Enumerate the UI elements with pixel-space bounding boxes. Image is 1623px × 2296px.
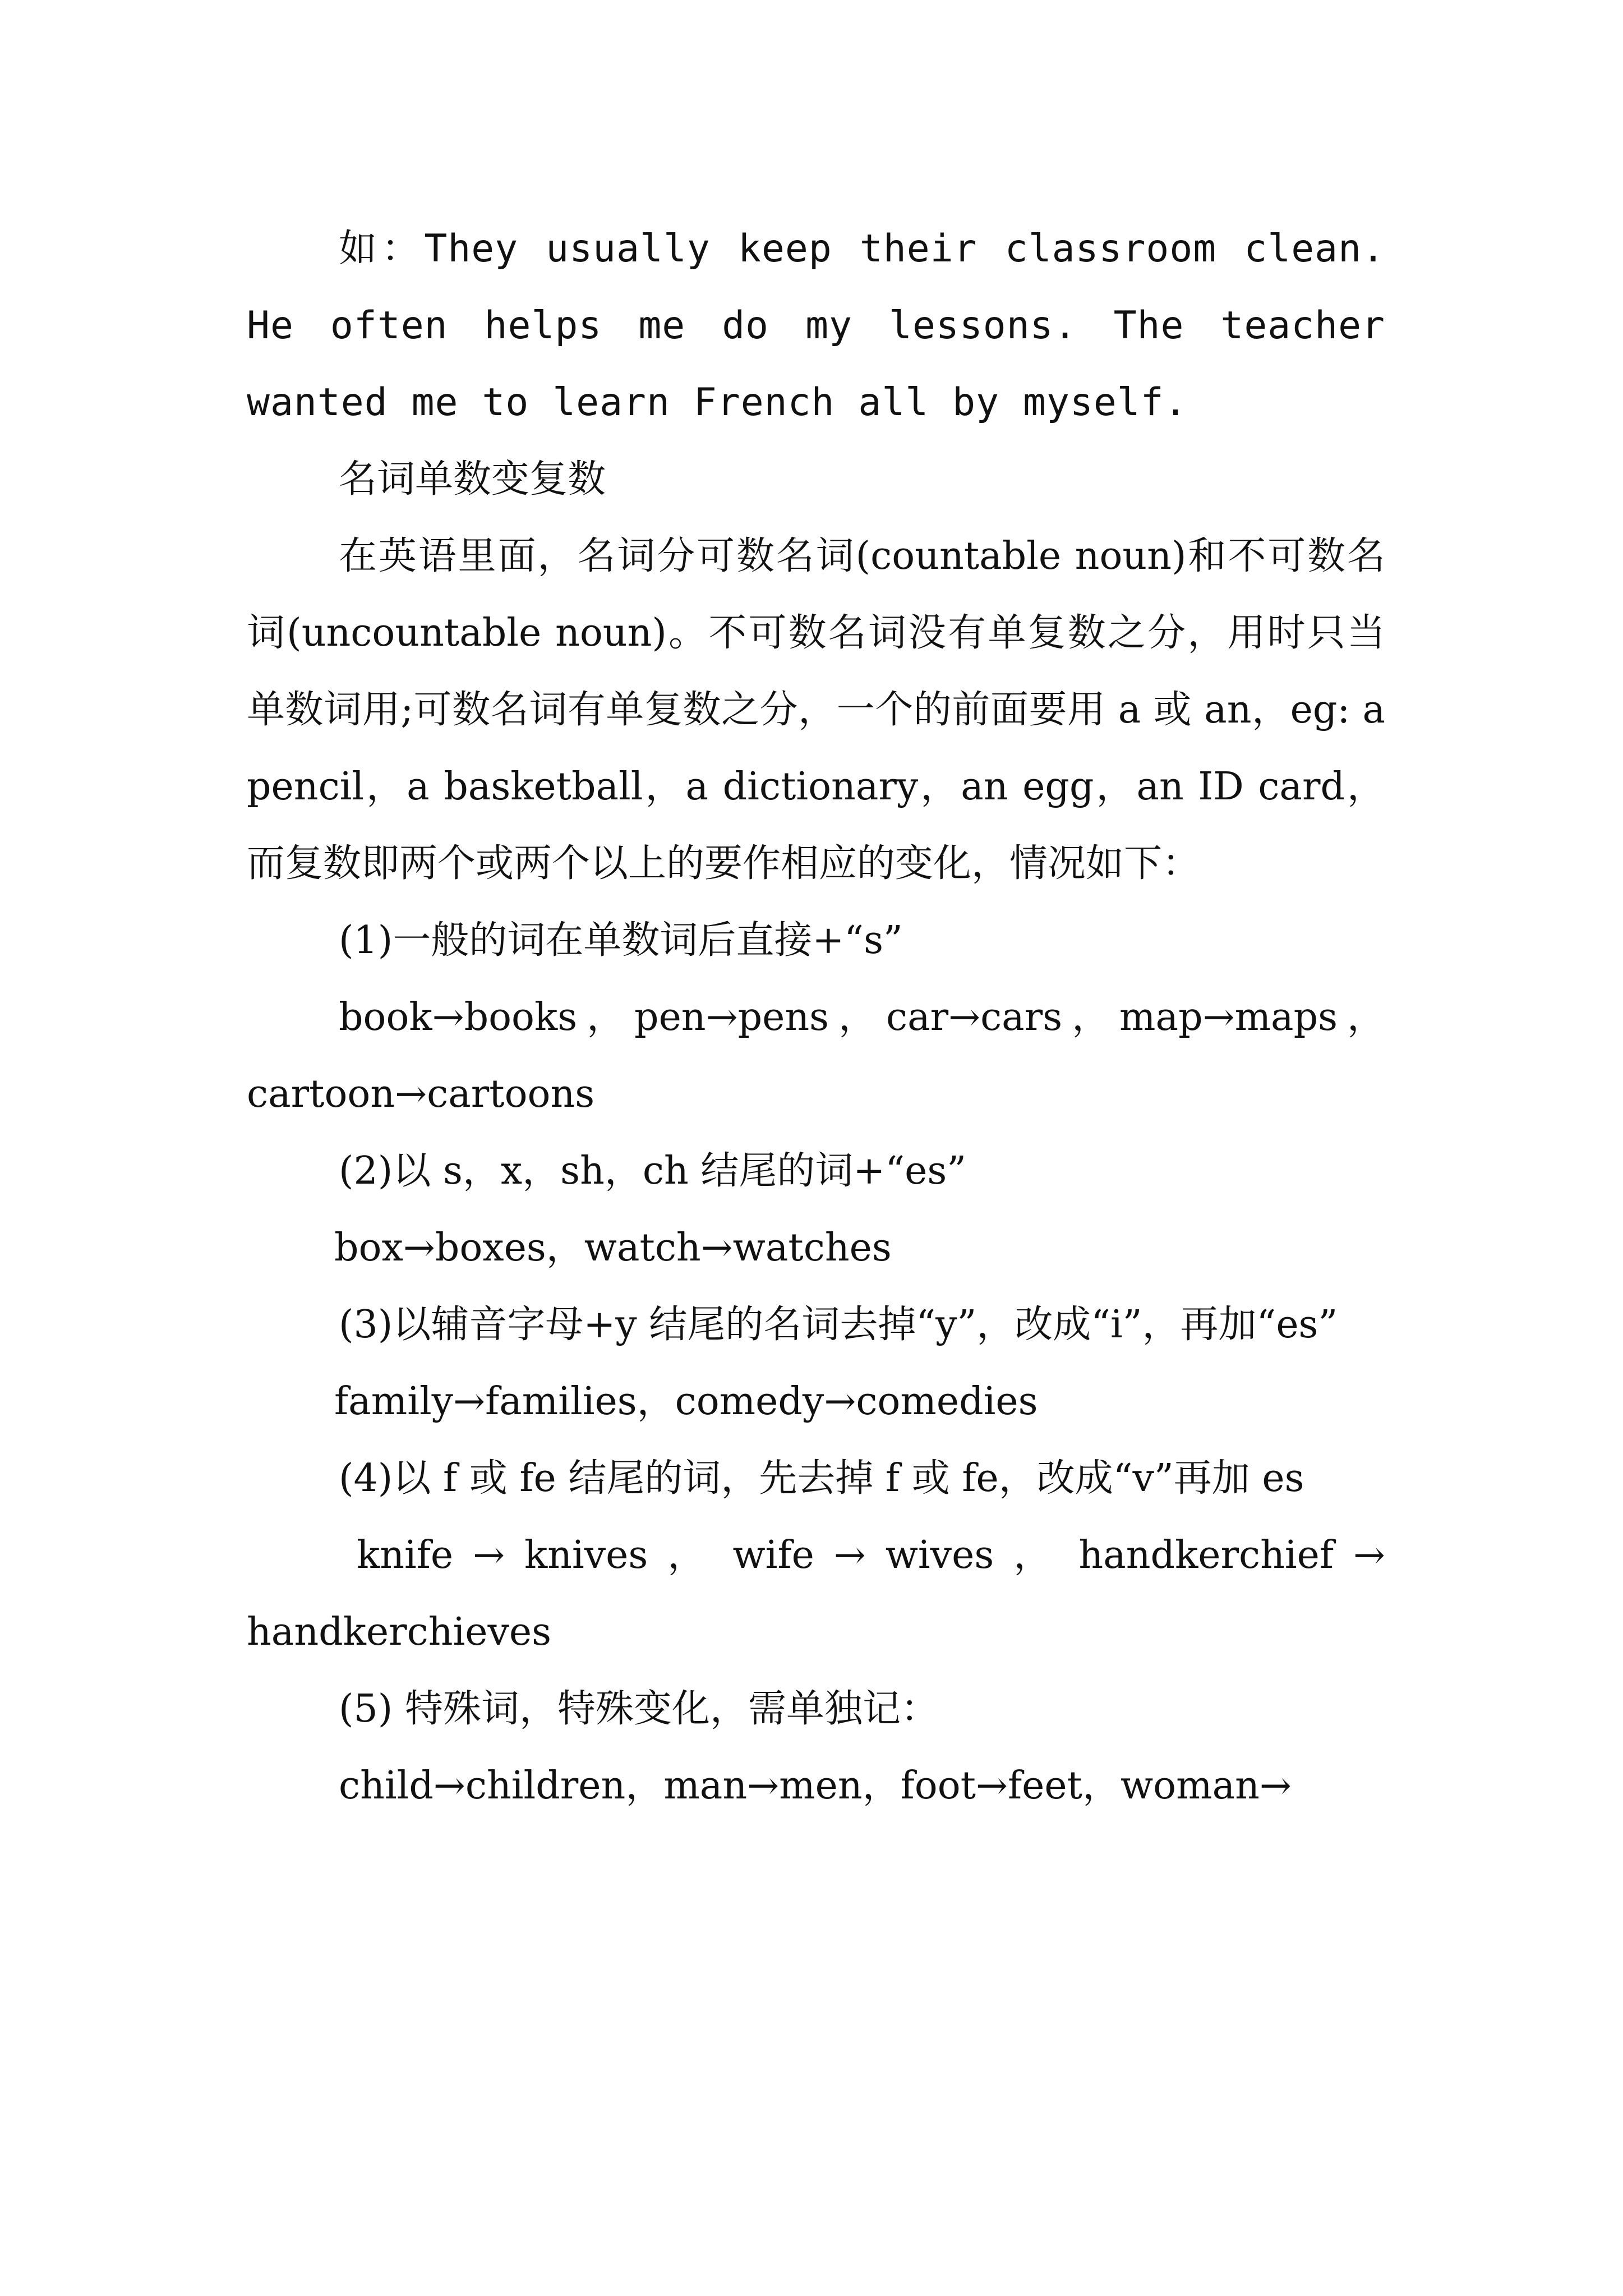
rule-4-heading: (4)以 f 或 fe 结尾的词，先去掉 f 或 fe，改成“v”再加 es (339, 1456, 1304, 1501)
rule-1-examples: book→books，pen→pens，car→cars，map→maps，cartoon→cartoons (247, 995, 1385, 1116)
rule-5-heading: (5) 特殊词，特殊变化，需单独记： (339, 1687, 939, 1731)
rule-4-examples: knife → knives ， wife → wives ， handkerchief → handkerchieves (247, 1533, 1385, 1654)
intro-paragraph: 在英语里面，名词分可数名词(countable noun)和不可数名词(uncountable noun)。不可数名词没有单复数之分，用时只当单数词用;可数名词有单复数之分，一个的前面要用 a 或 an，eg: a pencil，a basketball，a dictionary，an egg，an ID card，而复数即两个或两个以上的要作相应的变化，情况如下： (247, 534, 1385, 886)
example-sentences-paragraph: 如：They usually keep their classroom clean. He often helps me do my lessons. The teacher wanted me to learn French all by myself. (247, 227, 1385, 425)
document-body (247, 210, 1385, 1824)
rule-3-heading: (3)以辅音字母+y 结尾的名词去掉“y”，改成“i”，再加“es” (339, 1303, 1338, 1347)
rule-5-examples: child→children，man→men，foot→feet，woman→ (339, 1764, 1292, 1808)
rule-2-examples: box→boxes，watch→watches (334, 1226, 892, 1270)
rule-1-heading: (1)一般的词在单数词后直接+“s” (339, 918, 903, 963)
section-heading: 名词单数变复数 (339, 457, 606, 501)
rule-3-examples: family→families，comedy→comedies (334, 1379, 1038, 1424)
rule-2-heading: (2)以 s，x，sh，ch 结尾的词+“es” (339, 1149, 967, 1193)
